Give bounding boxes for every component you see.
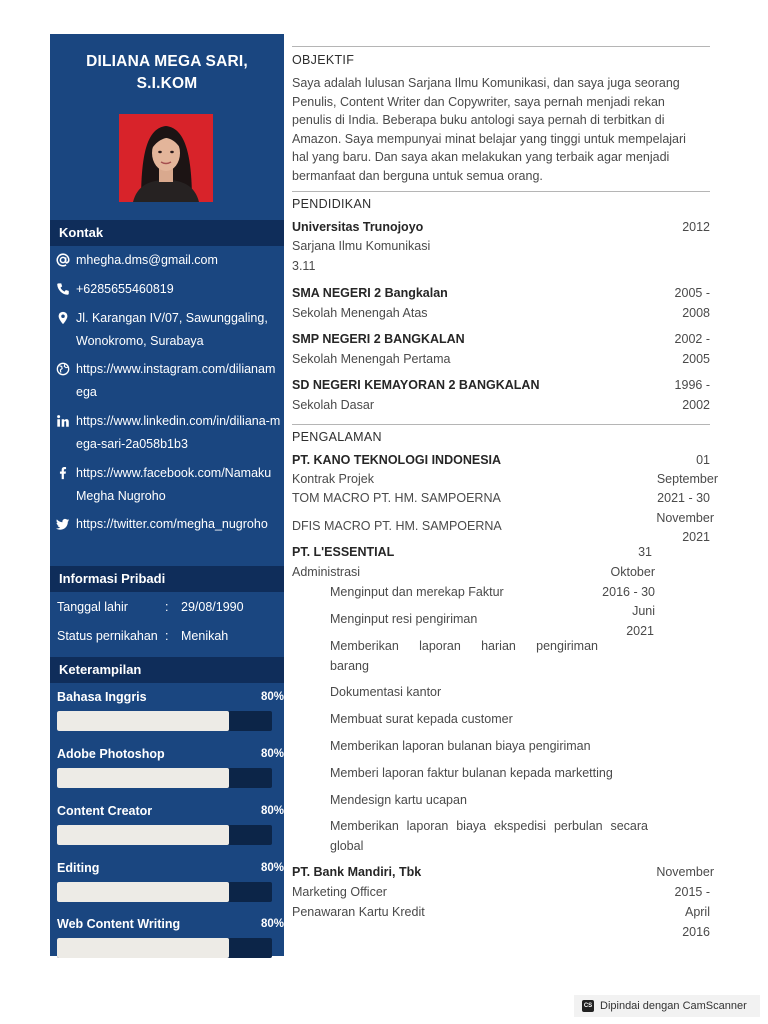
job-detail: DFIS MACRO PT. HM. SAMPOERNA: [292, 519, 502, 533]
divider: [292, 46, 710, 47]
skill-bar: [57, 768, 272, 788]
skill-bar: [57, 825, 272, 845]
skill-item: Web Content Writing 80%: [57, 916, 284, 932]
job-date: 01: [696, 453, 710, 467]
phone-icon: [56, 282, 70, 297]
education-gpa: 3.11: [292, 259, 316, 273]
job-date: November: [656, 865, 714, 879]
education-year: 2002: [682, 398, 710, 412]
objective-title: OBJEKTIF: [292, 53, 355, 67]
skill-item: Content Creator 80%: [57, 803, 284, 819]
twitter-icon: [56, 517, 70, 532]
job-date: September: [656, 472, 718, 486]
job-duty: Memberikan laporan harian pengiriman: [330, 639, 598, 653]
profile-photo: [119, 114, 213, 202]
job-duty: global: [330, 839, 364, 853]
job-duty: Membuat surat kepada customer: [330, 712, 513, 726]
facebook-icon: [56, 466, 70, 481]
job-duty: Memberikan laporan bulanan biaya pengiriman: [330, 739, 591, 753]
job-date: 2016 - 30: [602, 585, 655, 599]
linkedin-icon: [56, 414, 70, 429]
education-degree: Sekolah Menengah Atas: [292, 306, 428, 320]
education-year: 2005: [682, 352, 710, 366]
sidebar: DILIANA MEGA SARI, S.I.KOM Kontak mhegha.dms@gmail.com +6285655460819 Jl. Karangan IV/07, Sawunggaling, Wonokromo, Surabaya https://www.instagram.com/dilianamega https://www.linkedin.com/in/diliana-mega-sari-2a058b1b3 https://www.facebook.com/Namaku Megha Nugroho https://twitter.com/megha_nugroho Informasi Pribadi Tanggal lahir : 29/08/1990 Status pernikahan : Menikah Keterampilan Bahasa Inggris 80% Adobe Photoshop 80% Content Creator 80% Editing 80% Web Content Writing 80%: [50, 34, 284, 956]
experience-title: PENGALAMAN: [292, 430, 382, 444]
skill-item: Editing 80%: [57, 860, 284, 876]
skill-bar-fill: [57, 882, 229, 902]
skill-bar: [57, 882, 272, 902]
job-date: 2015 -: [674, 885, 710, 899]
education-degree: Sarjana Ilmu Komunikasi: [292, 239, 431, 253]
job-duty: Menginput dan merekap Faktur: [330, 585, 504, 599]
job-duty: Menginput resi pengiriman: [330, 612, 478, 626]
scanner-watermark: CS Dipindai dengan CamScanner: [574, 995, 760, 1017]
skill-bar-fill: [57, 938, 229, 958]
personal-info-section-title: Informasi Pribadi: [50, 566, 284, 592]
skill-bar-fill: [57, 768, 229, 788]
divider: [292, 191, 710, 192]
skill-item: Adobe Photoshop 80%: [57, 746, 284, 762]
job-role: Administrasi: [292, 565, 361, 579]
job-date: 2021: [682, 530, 710, 544]
info-birthdate: Tanggal lahir : 29/08/1990: [57, 600, 244, 614]
globe-icon: [56, 362, 70, 377]
job-role: Marketing Officer: [292, 885, 387, 899]
skill-bar: [57, 711, 272, 731]
at-icon: [56, 253, 70, 268]
education-year: 2005 -: [674, 286, 710, 300]
job-date: 2016: [682, 925, 710, 939]
skill-bar-fill: [57, 711, 229, 731]
job-company: PT. Bank Mandiri, Tbk: [292, 865, 422, 879]
education-year: 2002 -: [674, 332, 710, 346]
camscanner-logo-icon: CS: [582, 1000, 594, 1012]
job-duty: barang: [330, 659, 369, 673]
job-detail: Penawaran Kartu Kredit: [292, 905, 425, 919]
location-pin-icon: [56, 311, 70, 326]
job-date: 2021 - 30: [657, 491, 710, 505]
job-duty: Dokumentasi kantor: [330, 685, 442, 699]
education-year: 2012: [682, 220, 710, 234]
skill-item: Bahasa Inggris 80%: [57, 689, 284, 705]
education-year: 1996 -: [674, 378, 710, 392]
job-duty: Memberikan laporan biaya ekspedisi perbulan secara: [330, 819, 648, 833]
education-title: PENDIDIKAN: [292, 197, 372, 211]
education-school: Universitas Trunojoyo: [292, 220, 424, 234]
skills-section-title: Keterampilan: [50, 657, 284, 683]
job-date: April: [684, 905, 710, 919]
contact-section-title: Kontak: [50, 220, 284, 246]
job-duty: Memberi laporan faktur bulanan kepada marketting: [330, 766, 613, 780]
job-date: 31: [638, 545, 652, 559]
job-detail: TOM MACRO PT. HM. SAMPOERNA: [292, 491, 501, 505]
education-degree: Sekolah Menengah Pertama: [292, 352, 451, 366]
education-year: 2008: [682, 306, 710, 320]
info-marital-status: Status pernikahan : Menikah: [57, 629, 229, 643]
skill-bar-fill: [57, 825, 229, 845]
main-content: [292, 34, 718, 956]
job-date: November: [656, 511, 714, 525]
objective-text: Saya adalah lulusan Sarjana Ilmu Komunikasi, dan saya juga seorang Penulis, Content Writer dan Copywriter, saya pernah menjadi rekan penulis di India. Beberapa buku antologi saya pernah di terbitkan di Amazon. Saya mempunyai minat belajar yang tinggi untuk mempelajari hal yang baru. Dan saya akan melakukan yang terbaik agar menjadi bermanfaat dan berguna untuk semua orang.: [292, 76, 686, 183]
job-date: 2021: [626, 624, 654, 638]
education-degree: Sekolah Dasar: [292, 398, 374, 412]
divider: [292, 424, 710, 425]
job-date: Juni: [632, 604, 655, 618]
skill-bar: [57, 938, 272, 958]
education-school: SMA NEGERI 2 Bangkalan: [292, 286, 448, 300]
education-school: SD NEGERI KEMAYORAN 2 BANGKALAN: [292, 378, 540, 392]
job-company: PT. KANO TEKNOLOGI INDONESIA: [292, 453, 502, 467]
education-school: SMP NEGERI 2 BANGKALAN: [292, 332, 465, 346]
job-date: Oktober: [610, 565, 655, 579]
full-name: DILIANA MEGA SARI, S.I.KOM: [86, 53, 248, 92]
job-role: Kontrak Projek: [292, 472, 374, 486]
job-duty: Mendesign kartu ucapan: [330, 793, 467, 807]
job-company: PT. L'ESSENTIAL: [292, 545, 395, 559]
